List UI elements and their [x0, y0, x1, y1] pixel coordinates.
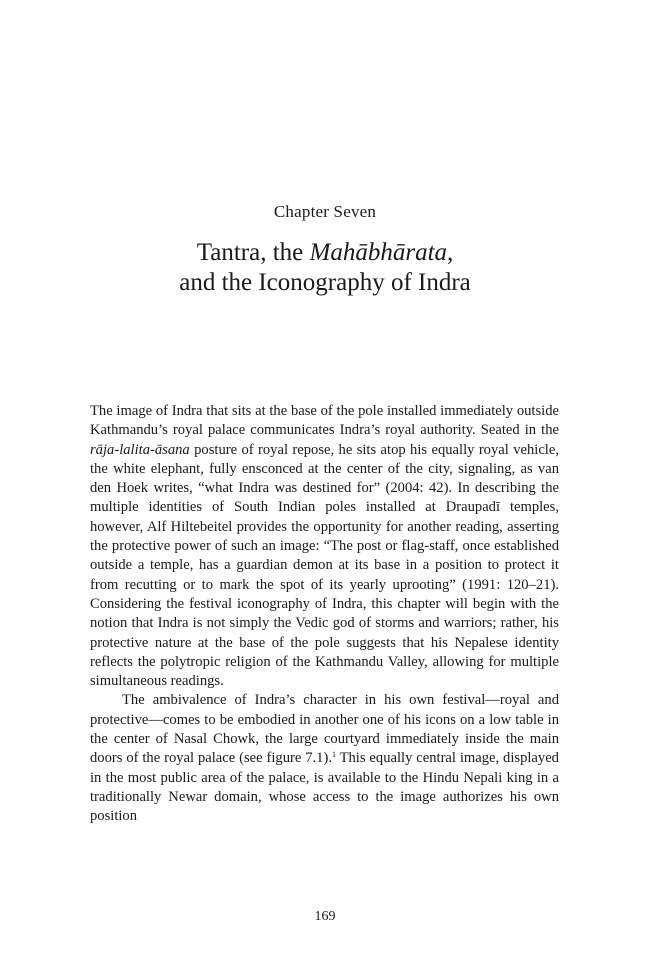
- paragraph-1-text-b: posture of royal repose, he sits atop his equally royal vehicle, the white elephant, fully ensconced at the center of the city, signaling, as van den Hoek writes, “what Indra was destined for” (2004: 42). In describing the multiple identities of South Indian poles installed at Draupadī temples, however, Alf Hiltebeitel provides the opportunity for another reading, asserting the protective power of such an image: “The post or flag-staff, once established outside a temple, has a guardian demon at its base in a position to protect it from recutting or to mark the spot of its yearly uprooting” (1991: 120–21). Considering the festival iconography of Indra, this chapter will begin with the notion that Indra is not simply the Vedic god of storms and warriors; rather, his protective nature at the base of the pole suggests that his Nepalese identity reflects the polytropic religion of the Kathmandu Valley, allowing for multiple simultaneous readings.: [90, 441, 559, 690]
- paragraph-2: [90, 691, 559, 826]
- paragraph-1-text-a: The image of Indra that sits at the base of the pole installed immediately outside Kathmandu’s royal palace communicates Indra’s royal authority. Seated in the: [90, 403, 559, 439]
- paragraph-1-italic-term: rāja-lalita-āsana: [90, 441, 190, 458]
- chapter-title: [0, 238, 650, 298]
- footnote-marker[interactable]: 1: [331, 750, 336, 760]
- paragraph-1: [90, 402, 559, 691]
- chapter-label: Chapter Seven: [273, 202, 377, 221]
- paragraph-2-text-b: This equally central image, displayed in the most public area of the palace, is available to the Hindu Nepali king in a traditionally Newar domain, whose access to the image authorizes his own position: [90, 750, 559, 825]
- page-number: 169: [314, 909, 336, 924]
- chapter-title-comma: ,: [447, 239, 454, 266]
- chapter-title-line1-text: Tantra, the: [196, 239, 310, 266]
- paragraph-2-text-a: The ambivalence of Indra’s character in his own festival—royal and protective—comes to be embodied in another one of his icons on a low table in the center of Nasal Chowk, the large courtyard immediately inside the main doors of the royal palace (see figure 7.1).: [90, 692, 559, 767]
- chapter-title-line2: and the Iconography of Indra: [179, 269, 471, 296]
- chapter-body: [90, 402, 559, 827]
- chapter-title-italic: Mahābhārata: [309, 239, 448, 266]
